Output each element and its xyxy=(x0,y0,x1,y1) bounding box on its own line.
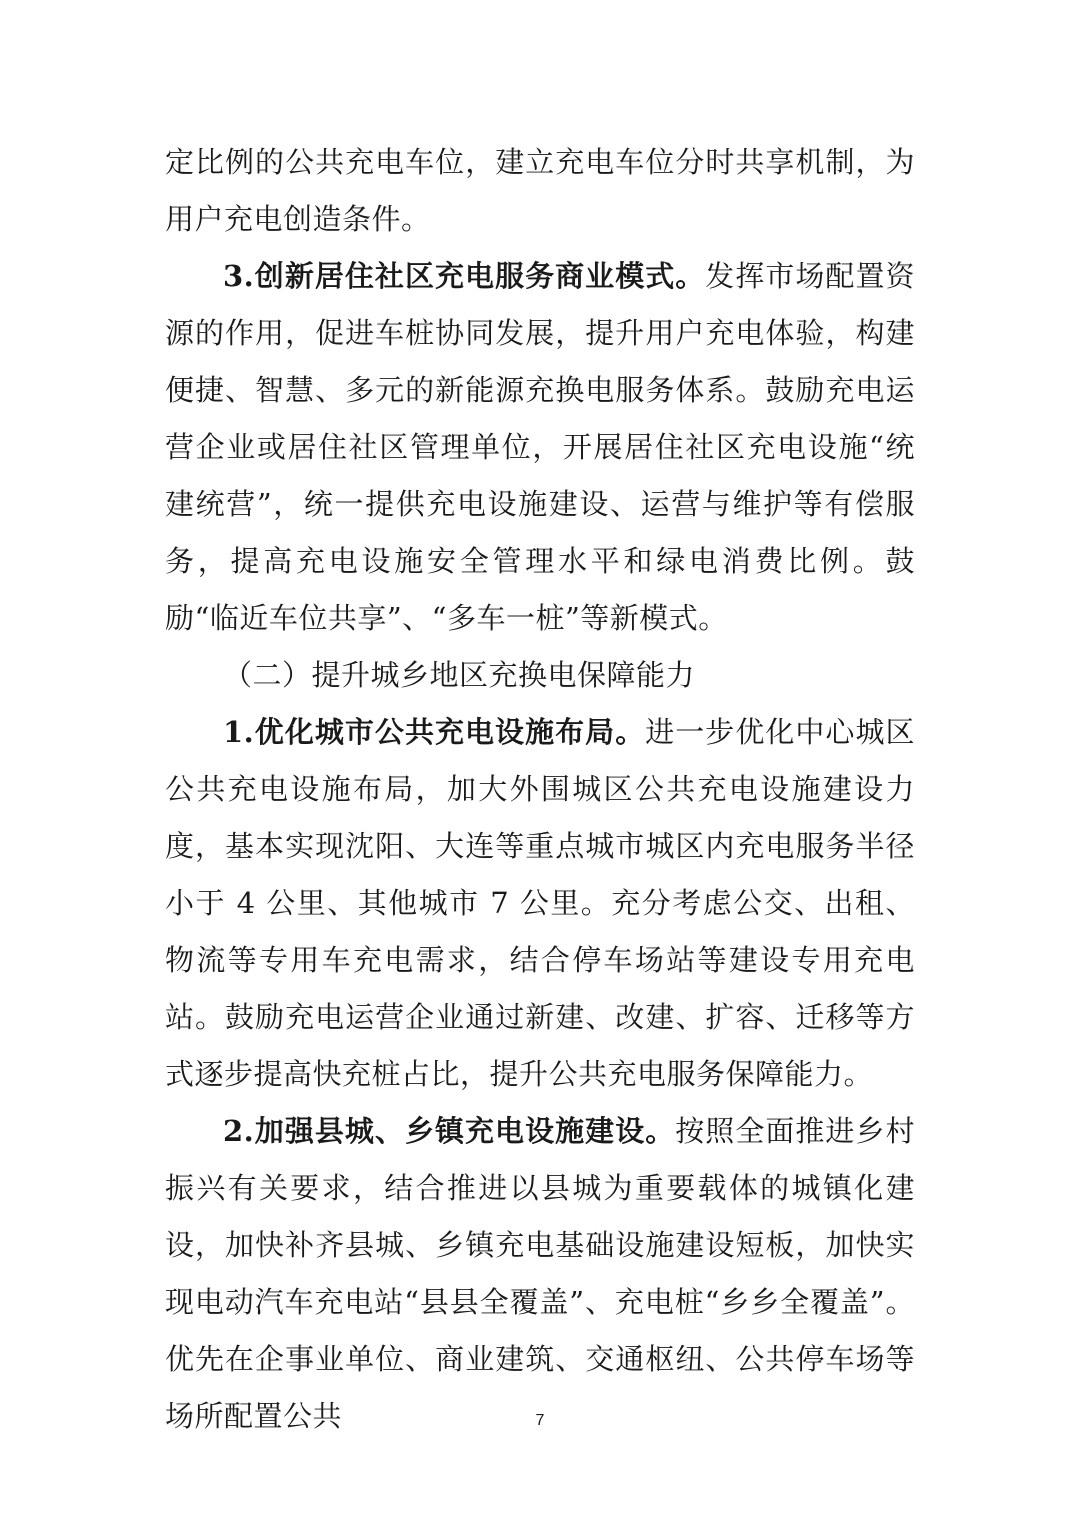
paragraph-city-layout xyxy=(165,704,915,1103)
section-heading-text: （二）提升城乡地区充换电保障能力 xyxy=(223,658,696,692)
paragraph-heading: 3.创新居住社区充电服务商业模式。 xyxy=(223,259,706,293)
paragraph-text: 发挥市场配置资源的作用，促进车桩协同发展，提升用户充电体验，构建便捷、智慧、多元的新能源充换电服务体系。鼓励充电运营企业或居住社区管理单位，开展居住社区充电设施“统建统营”，统一提供充电设施建设、运营与维护等有偿服务，提高充电设施安全管理水平和绿电消费比例。鼓励“临近车位共享”、“多车一桩”等新模式。 xyxy=(165,259,915,635)
paragraph-text: 进一步优化中心城区公共充电设施布局，加大外围城区公共充电设施建设力度，基本实现沈阳、大连等重点城市城区内充电服务半径小于 4 公里、其他城市 7 公里。充分考虑公交、出租、物流等专用车充电需求，结合停车场站等建设专用充电站。鼓励充电运营企业通过新建、改建、扩容、迁移等方式逐步提高快充桩占比，提升公共充电服务保障能力。 xyxy=(165,715,915,1091)
page-number: 7 xyxy=(535,1412,545,1429)
paragraph-text: 按照全面推进乡村振兴有关要求，结合推进以县城为重要载体的城镇化建设，加快补齐县城、乡镇充电基础设施建设短板，加快实现电动汽车充电站“县县全覆盖”、充电桩“乡乡全覆盖”。优先在企事业单位、商业建筑、交通枢纽、公共停车场等场所配置公共 xyxy=(165,1114,915,1433)
paragraph-heading: 1.优化城市公共充电设施布局。 xyxy=(223,715,646,749)
document-body xyxy=(165,134,915,1445)
paragraph-text: 定比例的公共充电车位，建立充电车位分时共享机制，为用户充电创造条件。 xyxy=(165,145,915,236)
paragraph-business-model xyxy=(165,248,915,647)
paragraph-county-township xyxy=(165,1103,915,1445)
paragraph-continued xyxy=(165,134,915,248)
section-heading xyxy=(165,647,915,704)
paragraph-heading: 2.加强县城、乡镇充电设施建设。 xyxy=(223,1114,676,1148)
